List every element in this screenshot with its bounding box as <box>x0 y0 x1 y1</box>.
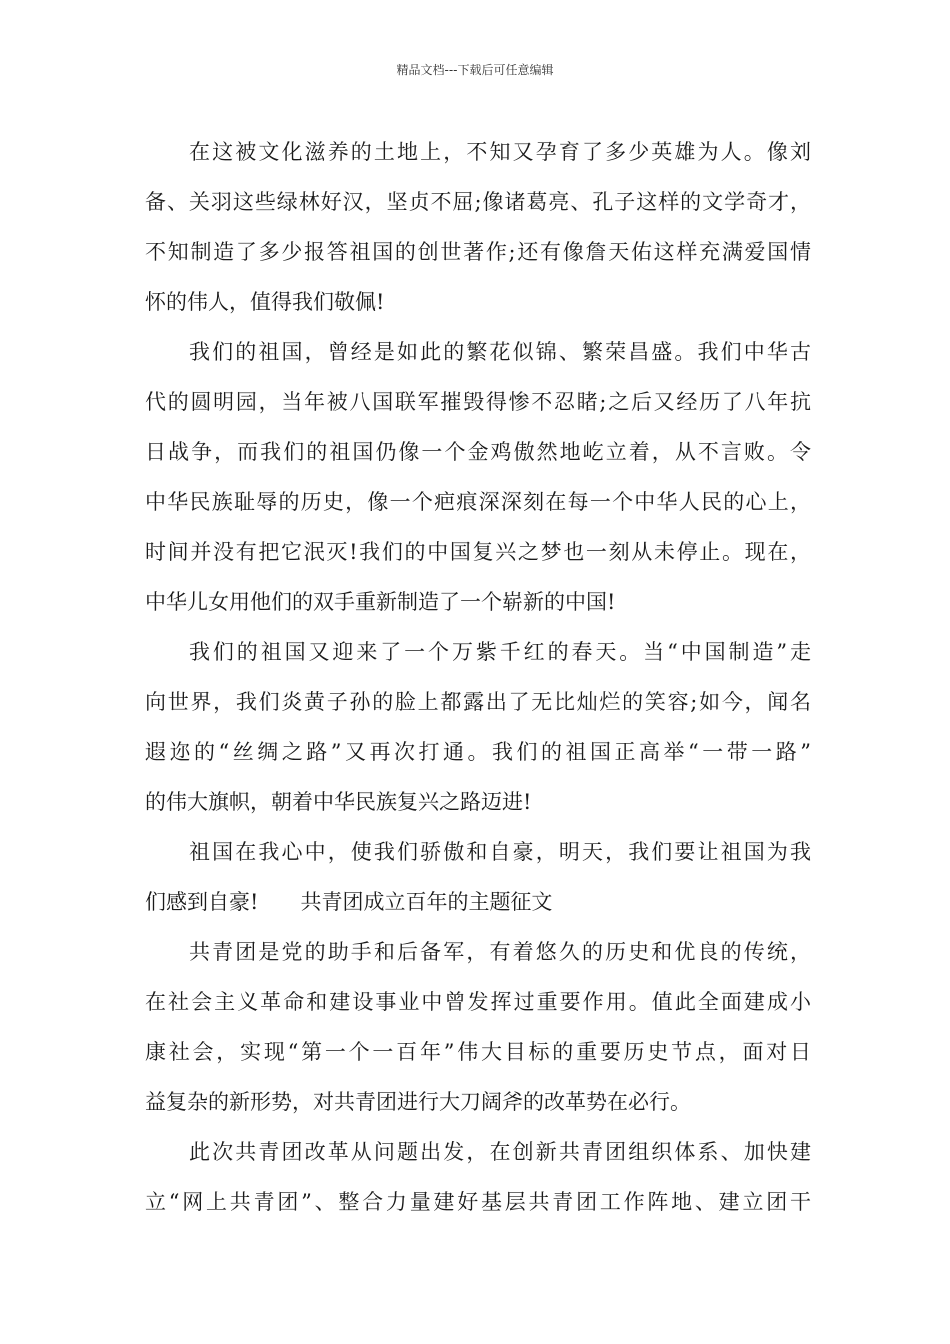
text-line: 不知制造了多少报答祖国的创世著作;还有像詹天佑这样充满爱国情 <box>145 240 811 264</box>
text-line: 我们的祖国，曾经是如此的繁花似锦、繁荣昌盛。我们中华古 <box>189 340 811 364</box>
text-line: 中华民族耻辱的历史，像一个疤痕深深刻在每一个中华人民的心上， <box>145 490 811 514</box>
text-line: 怀的伟人，值得我们敬佩! <box>145 290 385 314</box>
text-line: 康社会，实现“第一个一百年”伟大目标的重要历史节点，面对日 <box>145 1040 811 1064</box>
text-line: 此次共青团改革从问题出发，在创新共青团组织体系、加快建 <box>189 1140 811 1164</box>
text-line: 备、关羽这些绿林好汉，坚贞不屈;像诸葛亮、孔子这样的文学奇才， <box>145 190 811 214</box>
text-line: 益复杂的新形势，对共青团进行大刀阔斧的改革势在必行。 <box>145 1090 691 1114</box>
text-line: 祖国在我心中，使我们骄傲和自豪，明天，我们要让祖国为我 <box>189 840 811 864</box>
text-line: 在这被文化滋养的土地上，不知又孕育了多少英雄为人。像刘 <box>189 140 811 164</box>
text-line: 代的圆明园，当年被八国联军摧毁得惨不忍睹;之后又经历了八年抗 <box>145 390 811 414</box>
text-line: 的伟大旗帜，朝着中华民族复兴之路迈进! <box>145 790 532 814</box>
text-line: 向世界，我们炎黄子孙的脸上都露出了无比灿烂的笑容;如今，闻名 <box>145 690 811 714</box>
page-header: 精品文档---下载后可任意编辑 <box>396 63 554 77</box>
text-line: 时间并没有把它泯灭!我们的中国复兴之梦也一刻从未停止。现在， <box>145 540 811 564</box>
text-line: 日战争，而我们的祖国仍像一个金鸡傲然地屹立着，从不言败。令 <box>145 440 811 464</box>
text-line: 立“网上共青团”、整合力量建好基层共青团工作阵地、建立团干 <box>145 1190 811 1214</box>
text-line: 们感到自豪! 共青团成立百年的主题征文 <box>145 890 553 914</box>
document-body <box>145 127 811 1227</box>
text-line: 我们的祖国又迎来了一个万紫千红的春天。当“中国制造”走 <box>189 640 811 664</box>
text-line: 共青团是党的助手和后备军，有着悠久的历史和优良的传统， <box>189 940 811 964</box>
text-line: 遐迩的“丝绸之路”又再次打通。我们的祖国正高举“一带一路” <box>145 740 811 764</box>
text-line: 在社会主义革命和建设事业中曾发挥过重要作用。值此全面建成小 <box>145 990 811 1014</box>
text-line: 中华儿女用他们的双手重新制造了一个崭新的中国! <box>145 590 616 614</box>
